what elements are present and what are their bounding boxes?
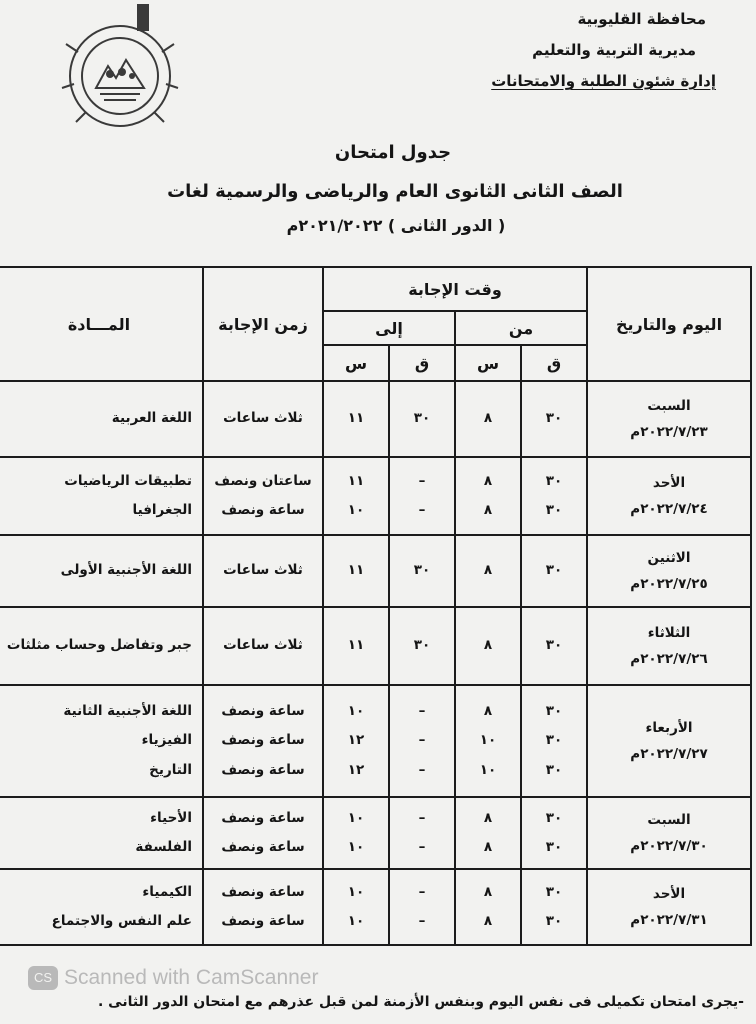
duration-value: ساعتان ونصف [214, 472, 312, 489]
day-date-cell [587, 607, 751, 685]
footer-note: -يجرى امتحان تكميلى فى نفس اليوم وبنفس الأزمنة لمن قبل عذرهم مع امتحان الدور الثانى . [97, 994, 744, 1010]
subject-value: الفيزياء [141, 732, 192, 749]
to-minute-value: – [418, 809, 426, 826]
duration-value: ساعة ونصف [221, 732, 305, 749]
day-name: الاثنين [647, 550, 691, 566]
from-minute-value: ٣٠ [545, 883, 563, 900]
from-hour-value: ٨ [483, 562, 493, 579]
duration-value: ثلاث ساعات [223, 562, 303, 579]
from-hour-cell [455, 797, 521, 869]
from-minute-value: ٣٠ [545, 809, 563, 826]
from-hour-value: ٨ [483, 883, 493, 900]
duration-value: ساعة ونصف [221, 809, 305, 826]
to-minute-value: – [418, 502, 426, 518]
from-hour-cell [455, 381, 521, 457]
from-hour-cell [455, 685, 521, 797]
from-hour-cell [455, 607, 521, 685]
to-hour-value: ١١ [347, 410, 365, 427]
to-minute-value: – [418, 732, 426, 749]
to-minute-value: – [418, 839, 426, 855]
exam-date: ٢٠٢٢/٧/٢٤م [630, 501, 708, 517]
to-hour-value: ١٠ [347, 883, 365, 900]
day-name: الأربعاء [645, 720, 693, 736]
from-hour-value: ٨ [483, 809, 493, 826]
to-minute-value: – [418, 761, 426, 778]
from-hour-value: ٨ [483, 637, 493, 654]
table-row [0, 607, 751, 685]
duration-value: ساعة ونصف [221, 883, 305, 900]
to-hour-value: ١٠ [347, 839, 365, 855]
watermark-text: Scanned with CamScanner [64, 966, 319, 989]
to-hour-value: ١٠ [347, 809, 365, 826]
directorate-name: مديرية التربية والتعليم [532, 41, 696, 59]
duration-cell [203, 607, 323, 685]
from-hour-cell [455, 869, 521, 945]
duration-value: ثلاث ساعات [223, 637, 303, 654]
from-hour-value: ١٠ [479, 761, 497, 778]
issuing-authority [456, 10, 716, 103]
day-date-cell [587, 535, 751, 607]
exam-date: ٢٠٢٢/٧/٣٠م [630, 838, 708, 854]
subject-value: علم النفس والاجتماع [51, 913, 192, 929]
to-hour-value: ١١ [347, 637, 365, 654]
to-minute-value: – [418, 883, 426, 900]
subject-value: التاريخ [149, 761, 192, 778]
duration-value: ساعة ونصف [221, 913, 305, 929]
duration-cell [203, 457, 323, 535]
to-minute-value: – [418, 472, 426, 489]
day-name: الأحد [652, 475, 686, 491]
from-minute-cell [521, 535, 587, 607]
subject-value: تطبيقات الرياضيات [64, 472, 192, 489]
subject-value: اللغة الأجنبية الثانية [63, 702, 192, 719]
to-minute-cell [389, 869, 455, 945]
from-minute-value: ٣٠ [545, 913, 563, 929]
to-hour-value: ١١ [347, 562, 365, 579]
exam-schedule-table [0, 266, 752, 946]
subject-cell [0, 869, 203, 945]
to-minute-cell [389, 607, 455, 685]
header-from: من [455, 311, 587, 345]
day-name: السبت [647, 812, 691, 828]
duration-value: ساعة ونصف [221, 702, 305, 719]
from-minute-value: ٣٠ [545, 472, 563, 489]
day-name: الثلاثاء [647, 625, 691, 641]
day-date-cell [587, 457, 751, 535]
from-minute-cell [521, 607, 587, 685]
day-date-cell [587, 685, 751, 797]
from-hour-cell [455, 535, 521, 607]
subject-value: جبر وتفاضل وحساب مثلثات [6, 637, 192, 654]
header-answer-time: وقت الإجابة [323, 267, 587, 311]
subject-value: الفلسفة [135, 839, 192, 855]
duration-value: ساعة ونصف [221, 502, 305, 518]
from-minute-cell [521, 381, 587, 457]
subject-cell [0, 685, 203, 797]
camscanner-logo-icon: CS [28, 966, 58, 990]
subject-value: الأحياء [150, 809, 192, 826]
table-row [0, 381, 751, 457]
table-row [0, 685, 751, 797]
subject-value: الجغرافيا [132, 502, 192, 518]
exam-date: ٢٠٢٢/٧/٢٣م [630, 424, 708, 440]
from-hour-value: ١٠ [479, 732, 497, 749]
to-minute-value: ٣٠ [413, 562, 431, 579]
day-date-cell [587, 381, 751, 457]
duration-cell [203, 869, 323, 945]
header-day-date: اليوم والتاريخ [587, 267, 751, 381]
day-name: السبت [647, 398, 691, 414]
day-date-cell [587, 797, 751, 869]
from-minute-value: ٣٠ [545, 637, 563, 654]
header-to-minute: ق [389, 345, 455, 381]
to-hour-value: ١٠ [347, 502, 365, 518]
from-minute-cell [521, 457, 587, 535]
duration-cell [203, 381, 323, 457]
exam-date: ٢٠٢٢/٧/٣١م [630, 912, 708, 928]
subject-value: اللغة العربية [111, 410, 192, 427]
to-hour-value: ١٠ [347, 913, 365, 929]
subject-cell [0, 535, 203, 607]
grade-title: الصف الثانى الثانوى العام والرياضى والرسمية لغات [167, 181, 623, 202]
header-from-hour: س [455, 345, 521, 381]
table-row [0, 797, 751, 869]
day-name: الأحد [652, 886, 686, 902]
duration-cell [203, 535, 323, 607]
duration-cell [203, 797, 323, 869]
to-minute-cell [389, 797, 455, 869]
to-hour-cell [323, 607, 389, 685]
camscanner-watermark [28, 966, 318, 990]
from-hour-value: ٨ [483, 839, 493, 855]
subject-value: الكيمياء [142, 883, 192, 900]
from-minute-value: ٣٠ [545, 839, 563, 855]
to-hour-value: ١٢ [347, 732, 365, 749]
from-hour-value: ٨ [483, 472, 493, 489]
session-title: ( الدور الثانى ) ٢٠٢١/٢٠٢٢م [286, 216, 506, 235]
subject-cell [0, 457, 203, 535]
directorate-logo-emblem [56, 4, 184, 140]
duration-cell [203, 685, 323, 797]
from-minute-cell [521, 869, 587, 945]
to-hour-cell [323, 535, 389, 607]
subject-cell [0, 381, 203, 457]
to-hour-cell [323, 797, 389, 869]
schedule-title: جدول امتحان [334, 142, 452, 163]
duration-value: ساعة ونصف [221, 761, 305, 778]
exam-date: ٢٠٢٢/٧/٢٦م [630, 651, 708, 667]
from-minute-value: ٣٠ [545, 732, 563, 749]
to-minute-cell [389, 381, 455, 457]
to-minute-cell [389, 457, 455, 535]
duration-value: ساعة ونصف [221, 839, 305, 855]
subject-value: اللغة الأجنبية الأولى [60, 562, 192, 579]
day-date-cell [587, 869, 751, 945]
to-hour-cell [323, 457, 389, 535]
to-hour-value: ١٢ [347, 761, 365, 778]
document-title [0, 142, 756, 235]
schedule-body [0, 381, 751, 945]
governorate-name: محافظة القليوبية [577, 10, 706, 28]
to-hour-cell [323, 869, 389, 945]
department-name: إدارة شئون الطلبة والامتحانات [491, 72, 716, 90]
from-minute-value: ٣٠ [545, 702, 563, 719]
from-minute-cell [521, 797, 587, 869]
table-row [0, 535, 751, 607]
from-minute-value: ٣٠ [545, 761, 563, 778]
to-hour-value: ١١ [347, 472, 365, 489]
from-minute-value: ٣٠ [545, 562, 563, 579]
header-duration: زمن الإجابة [203, 267, 323, 381]
from-hour-value: ٨ [483, 502, 493, 518]
from-minute-value: ٣٠ [545, 502, 563, 518]
header-from-minute: ق [521, 345, 587, 381]
from-hour-cell [455, 457, 521, 535]
to-minute-value: – [418, 913, 426, 929]
table-row [0, 869, 751, 945]
to-hour-value: ١٠ [347, 702, 365, 719]
to-minute-cell [389, 535, 455, 607]
from-minute-cell [521, 685, 587, 797]
from-minute-value: ٣٠ [545, 410, 563, 427]
exam-date: ٢٠٢٢/٧/٢٧م [630, 746, 708, 762]
table-row [0, 457, 751, 535]
to-minute-cell [389, 685, 455, 797]
header-subject: المـــادة [0, 267, 203, 381]
to-minute-value: – [418, 702, 426, 719]
from-hour-value: ٨ [483, 702, 493, 719]
exam-date: ٢٠٢٢/٧/٢٥م [630, 576, 708, 592]
header-to-hour: س [323, 345, 389, 381]
from-hour-value: ٨ [483, 913, 493, 929]
subject-cell [0, 797, 203, 869]
to-hour-cell [323, 381, 389, 457]
subject-cell [0, 607, 203, 685]
to-minute-value: ٣٠ [413, 410, 431, 427]
duration-value: ثلاث ساعات [223, 410, 303, 427]
to-minute-value: ٣٠ [413, 637, 431, 654]
to-hour-cell [323, 685, 389, 797]
header-to: إلى [323, 311, 455, 345]
from-hour-value: ٨ [483, 410, 493, 427]
